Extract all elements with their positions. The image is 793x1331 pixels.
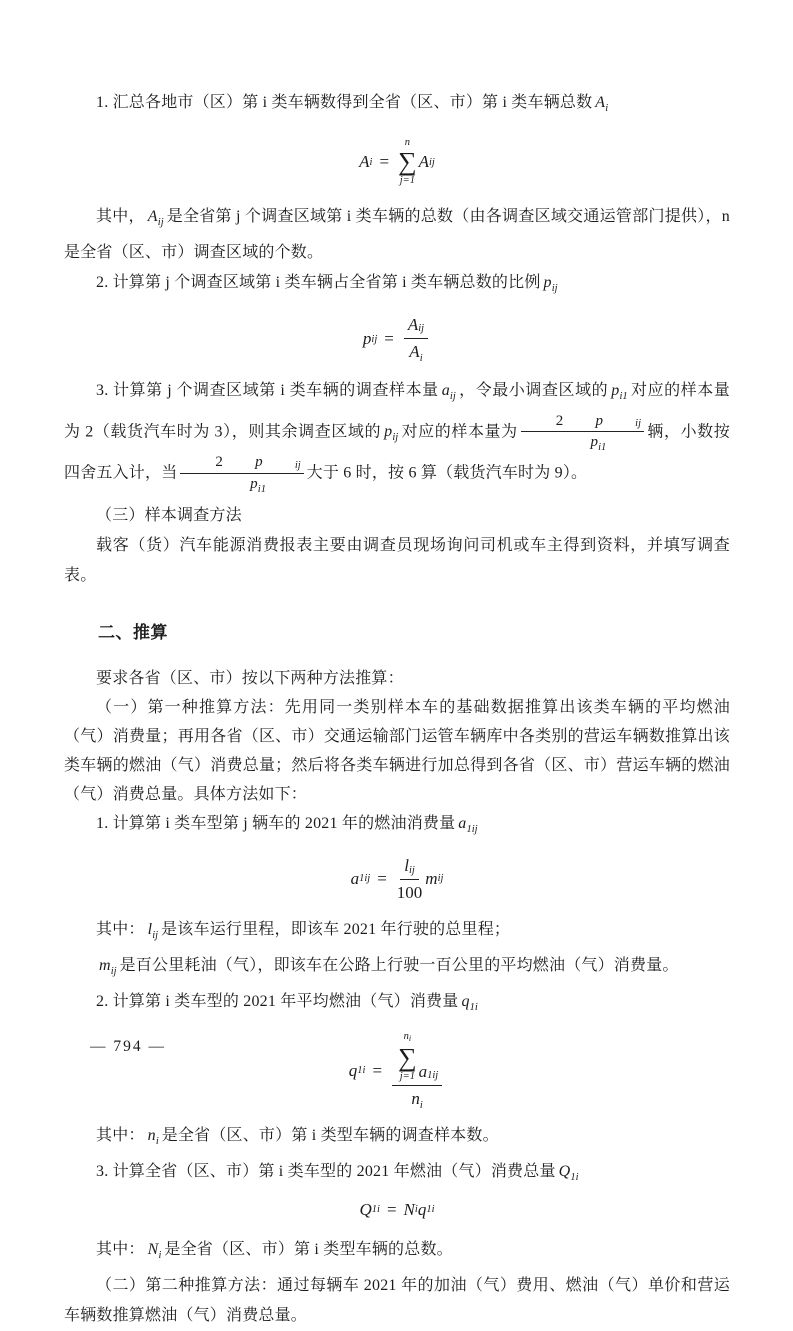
var-sub: ij — [429, 156, 435, 168]
var-base: p — [255, 454, 263, 471]
formula-total-fuel — [64, 1193, 730, 1227]
equals-sign: = — [377, 868, 387, 888]
fraction-denominator — [411, 1086, 422, 1112]
var-base: Q — [558, 1162, 571, 1180]
fraction-numerator — [521, 413, 644, 432]
var-base: p — [362, 329, 372, 348]
var-sub: i — [419, 1099, 423, 1111]
para-text: 对应的样本量为 — [401, 423, 518, 441]
para-m1-step2 — [64, 987, 730, 1023]
para-ni-definition — [64, 1121, 730, 1157]
var-sub: ij — [110, 965, 117, 977]
fraction-denominator — [218, 474, 266, 496]
var-sub: ij — [635, 418, 641, 430]
var-sub: ij — [551, 283, 558, 294]
math-var-Aij — [147, 208, 164, 228]
var-sub: i — [155, 1135, 159, 1147]
para-text: 辆，小数按四舍五入计，当 — [64, 423, 730, 482]
var-base: A — [595, 94, 606, 111]
var-base: a — [458, 814, 467, 832]
math-var-Ai — [595, 94, 609, 114]
fraction-numerator — [180, 454, 303, 473]
var-base: a — [418, 1062, 428, 1082]
var-base: p — [611, 382, 620, 399]
var-base: A — [418, 152, 429, 171]
var-sub: i — [369, 156, 373, 168]
sum-lower-limit: j=1 — [399, 1070, 415, 1082]
formula-proportion — [64, 310, 730, 368]
var-sub: i — [419, 352, 423, 364]
fraction — [397, 854, 423, 903]
var-sub: i1 — [598, 442, 607, 454]
para-lij-definition — [64, 915, 730, 951]
math-var-pij — [384, 423, 399, 444]
var-base: A — [407, 315, 419, 335]
var-base: n — [411, 1088, 420, 1108]
summation-operator — [398, 137, 417, 187]
var-base: A — [359, 152, 370, 171]
sum-lower-limit: j=1 — [399, 175, 415, 186]
sigma-symbol: ∑ — [398, 147, 417, 176]
para-text: 大于 6 时，按 6 算（载货汽车时为 9）。 — [306, 464, 588, 482]
var-base: l — [404, 856, 409, 876]
para-Aij-definition — [64, 202, 730, 268]
fraction-numerator — [392, 1030, 442, 1086]
para-method-one: （一）第一种推算方法：先用同一类别样本车的基础数据推算出该类车辆的平均燃油（气）消费量；再用各省（区、市）交通运输部门运管车辆库中各类别的营运车辆数推算出该类车辆的燃油（气）消费总量；然后将各类车辆进行加总得到各省（区、市）营运车辆的燃油（气）消费总量。具体方法如下： — [64, 698, 730, 803]
para-text: 3. 计算第 j 个调查区域第 i 类车辆的调查样本量 — [96, 382, 439, 399]
section-heading-estimation: 二、推算 — [98, 622, 168, 642]
para-text: 1. 计算第 i 类车型第 j 辆车的 2021 年的燃油消费量 — [96, 814, 456, 832]
fraction-denominator: 100 — [396, 882, 423, 902]
equals-sign: = — [384, 329, 394, 348]
formula-fuel-per-vehicle — [64, 851, 730, 907]
var-base: Q — [359, 1199, 372, 1219]
math-var-pij — [543, 274, 558, 294]
var-base: a — [441, 382, 450, 399]
sum-upper-limit: n — [404, 137, 410, 148]
var-base: q — [348, 1060, 358, 1080]
para-text: 是该车运行里程，即该车 2021 年行驶的总里程； — [161, 920, 511, 938]
var-sub: i — [605, 103, 609, 114]
var-sub: 1ij — [359, 873, 371, 885]
para-text: 2. 计算第 j 个调查区域第 i 类车辆占全省第 i 类车辆总数的比例 — [96, 274, 541, 291]
var-base: p — [543, 274, 552, 291]
var-sub: i1 — [619, 391, 628, 402]
sigma-symbol: ∑ — [398, 1042, 417, 1072]
document-content — [64, 88, 730, 1331]
var-base: q — [461, 992, 470, 1010]
para-mij-definition — [64, 951, 730, 987]
para-text: ，令最小调查区域的 — [458, 382, 609, 399]
para-step2-proportion — [64, 268, 730, 304]
para-method-two: （二）第二种推算方法：通过每辆车 2021 年的加油（气）费用、燃油（气）单价和营运车辆数推算燃油（气）消费总量。 — [64, 1276, 730, 1324]
para-text: 其中： — [96, 1126, 145, 1144]
fraction-denominator — [409, 339, 422, 365]
fraction-numerator — [400, 854, 419, 879]
var-sub: i — [158, 1249, 162, 1261]
para-m1-step1 — [64, 809, 730, 845]
math-var-aij — [441, 382, 456, 402]
equals-sign: = — [372, 1060, 383, 1080]
var-sub: ij — [294, 459, 301, 471]
page-number: — 794 — — [90, 1038, 166, 1055]
para-Ni-definition — [64, 1235, 730, 1271]
para-text: 是全省（区、市）第 i 类型车辆的调查样本数。 — [161, 1126, 499, 1144]
var-sub: ij — [437, 873, 444, 885]
var-base: l — [147, 920, 153, 938]
para-step3-sample-size — [64, 376, 730, 495]
var-base: a — [350, 868, 360, 888]
var-sub: ij — [371, 333, 378, 345]
var-base: p — [250, 475, 258, 492]
var-sub: 1i — [426, 1204, 435, 1216]
var-sub: ij — [449, 391, 456, 402]
var-sub: ij — [418, 323, 425, 335]
var-base: A — [147, 208, 158, 225]
fraction — [404, 313, 428, 364]
var-base: m — [425, 868, 438, 888]
coefficient: 2 — [555, 413, 564, 429]
var-sub: 1ij — [427, 1070, 439, 1082]
var-sub: 1i — [570, 1171, 579, 1183]
para-text: 其中： — [96, 1240, 145, 1258]
para-text: 是全省（区、市）第 i 类型车辆的总数。 — [164, 1240, 453, 1258]
inline-fraction-sample-repeat — [180, 454, 303, 495]
var-sub: 1ij — [466, 823, 478, 835]
var-sub: 1i — [357, 1065, 366, 1077]
math-var-Q1i — [558, 1162, 579, 1183]
var-sub: 1i — [371, 1204, 380, 1216]
summation-operator — [398, 1031, 417, 1083]
var-sub: 1i — [469, 1001, 478, 1013]
math-var-pi1 — [611, 382, 628, 402]
para-text: 其中， — [96, 208, 145, 225]
para-text: 2. 计算第 i 类车型的 2021 年平均燃油（气）消费量 — [96, 992, 459, 1010]
var-base: m — [99, 956, 111, 974]
equals-sign: = — [386, 1199, 397, 1219]
var-sub: ij — [152, 929, 159, 941]
fraction-denominator — [558, 432, 606, 454]
var-sub: i1 — [257, 483, 266, 495]
para-two-methods-intro: 要求各省（区、市）按以下两种方法推算： — [96, 669, 404, 687]
math-var-a1ij — [458, 814, 478, 835]
fraction — [392, 1030, 442, 1112]
var-sub: i — [408, 1033, 412, 1043]
equals-sign: = — [379, 152, 390, 171]
var-sub: ij — [392, 432, 399, 444]
var-base: N — [403, 1199, 415, 1219]
inline-fraction-sample — [521, 413, 644, 454]
math-var-Ni — [147, 1240, 162, 1261]
para-text: 是全省第 j 个调查区域第 i 类车辆的总数（由各调查区域交通运管部门提供），n 是全省（区、市）调查区域的个数。 — [64, 208, 730, 261]
coefficient: 2 — [215, 454, 224, 471]
para-text: 1. 汇总各地市（区）第 i 类车辆数得到全省（区、市）第 i 类车辆总数 — [96, 94, 593, 111]
var-sub: ij — [408, 864, 415, 876]
math-var-lij — [147, 920, 159, 941]
para-text: 其中： — [96, 920, 145, 938]
math-var-ni — [147, 1126, 159, 1147]
para-survey-method-text: 载客（货）汽车能源消费报表主要由调查员现场询问司机或车主得到资料，并填写调查表。 — [64, 536, 730, 584]
var-base: A — [409, 341, 420, 361]
para-text: 是百公里耗油（气），即该车在公路上行驶一百公里的平均燃油（气）消费量。 — [119, 956, 679, 974]
var-base: q — [417, 1199, 427, 1219]
formula-sum-total-vehicles — [64, 130, 730, 194]
para-survey-method-subhead: （三）样本调查方法 — [96, 506, 242, 524]
var-base: n — [147, 1126, 156, 1144]
para-text: 对应的样本量为 2（载货汽车时为 3），则其余调查区域的 — [64, 382, 731, 441]
var-base: N — [147, 1240, 159, 1258]
var-sub: ij — [157, 217, 164, 228]
var-base: p — [590, 434, 599, 451]
para-step1-total-vehicles — [64, 88, 730, 124]
para-m1-step3 — [64, 1157, 730, 1193]
var-base: n — [403, 1030, 409, 1042]
var-base: p — [384, 423, 393, 441]
para-text: 3. 计算全省（区、市）第 i 类车型的 2021 年燃油（气）消费总量 — [96, 1162, 556, 1180]
math-var-q1i — [461, 992, 478, 1013]
var-sub: i — [414, 1204, 418, 1216]
math-var-mij — [99, 956, 117, 977]
var-base: p — [595, 413, 604, 429]
fraction-numerator — [404, 313, 428, 338]
